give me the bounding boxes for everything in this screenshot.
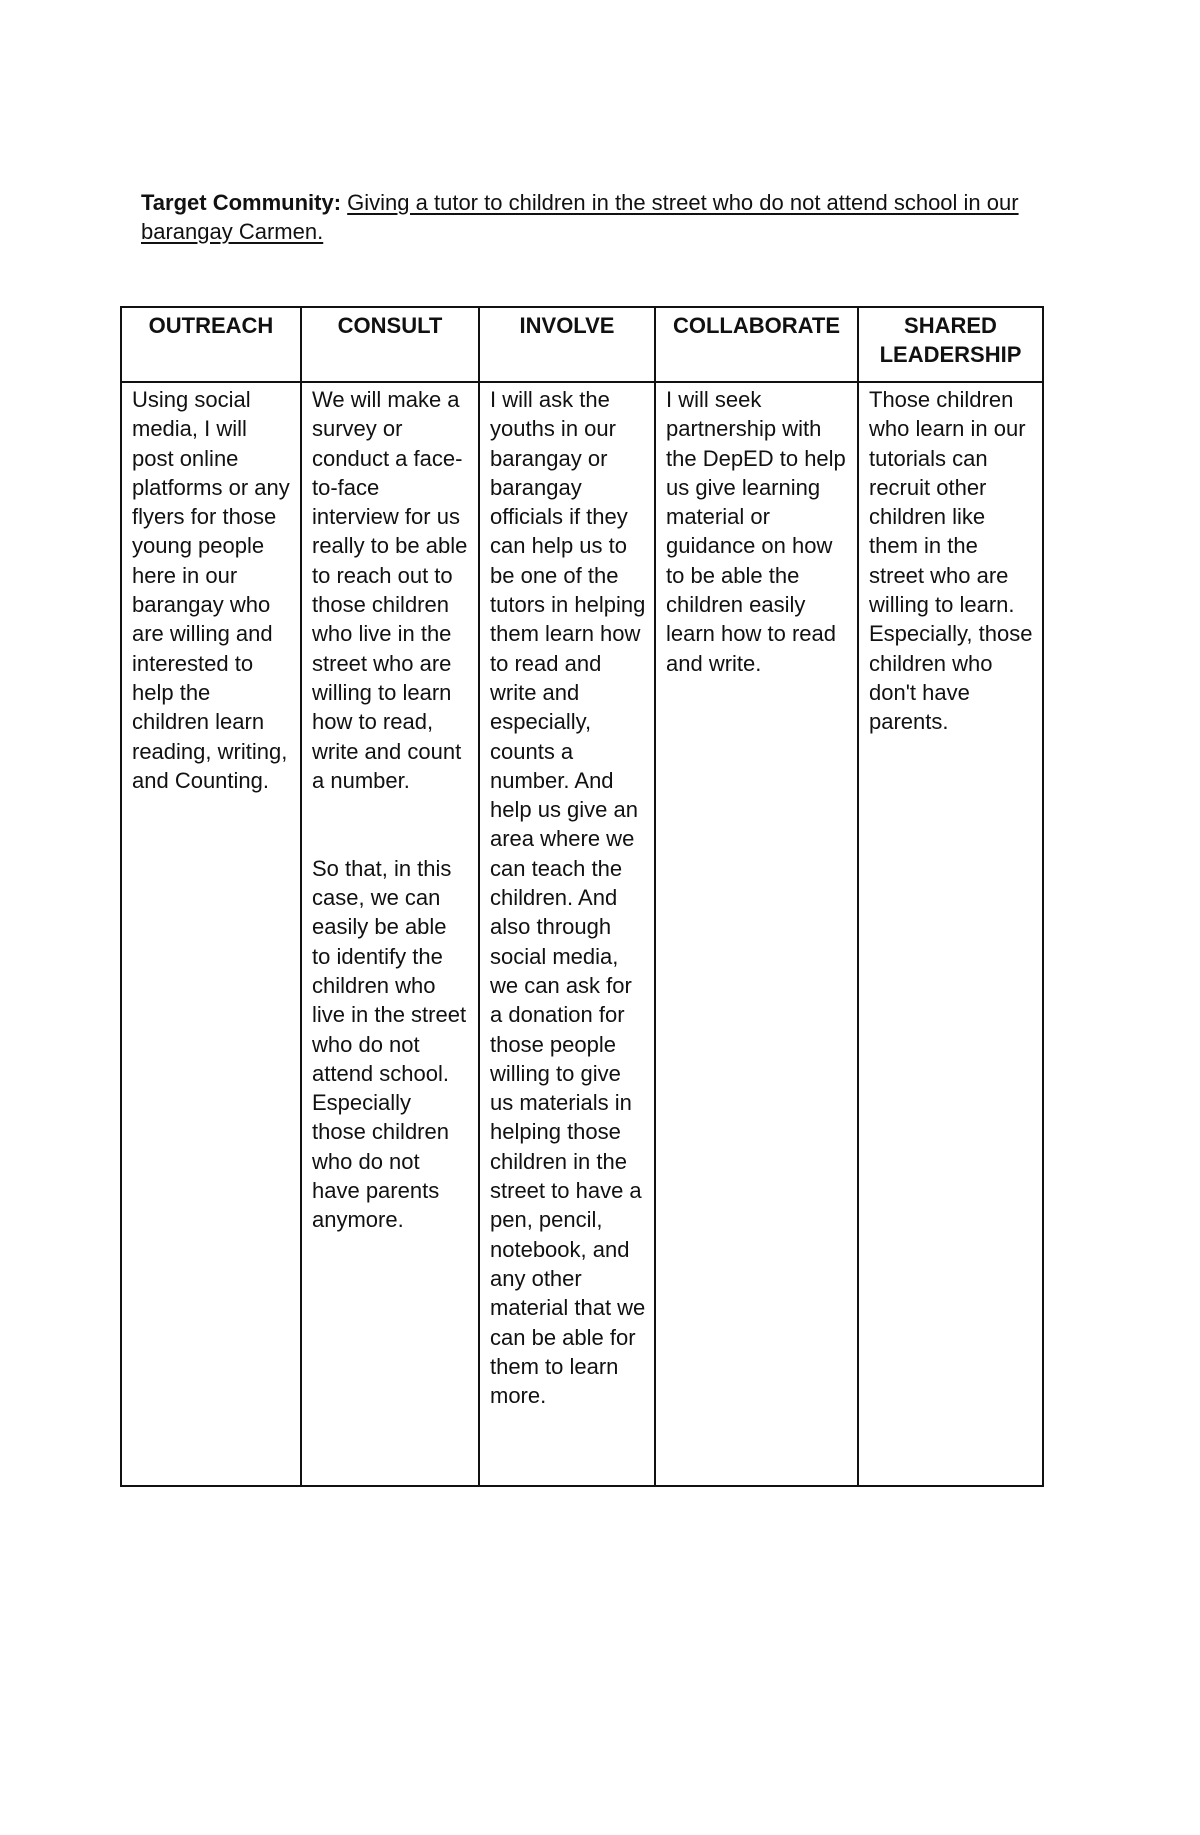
table-row (121, 382, 1043, 1486)
cell-shared-leadership (858, 382, 1043, 1486)
table-header-row (121, 307, 1043, 382)
cell-shared-leadership-text: Those children who learn in our tutorials can recruit other children like them in the street who are willing to learn. Especially, those children who don't have parents. (869, 387, 1033, 735)
target-community (141, 188, 1061, 246)
cell-collaborate (655, 382, 858, 1486)
cell-consult-text: We will make a survey or conduct a face-to-face interview for us really to be able to reach out to those children who live in the street who are willing to learn how to read, write and count a number. So that, in this case, we can easily be able to identify the children who live in the street who do not attend school. Especially those children who do not have parents anymore. (312, 387, 468, 1233)
cell-collaborate-text: I will seek partnership with the DepED to help us give learning material or guidance on how to be able the children easily learn how to read and write. (666, 387, 846, 676)
cell-involve (479, 382, 655, 1486)
engagement-table (120, 306, 1044, 1487)
header-consult: CONSULT (301, 307, 479, 382)
header-outreach: OUTREACH (121, 307, 301, 382)
header-collaborate: COLLABORATE (655, 307, 858, 382)
header-involve: INVOLVE (479, 307, 655, 382)
header-shared-leadership: SHARED LEADERSHIP (858, 307, 1043, 382)
cell-involve-text: I will ask the youths in our barangay or barangay officials if they can help us to be one of the tutors in helping them learn how to read and write and especially, counts a number. And help us give an area where we can teach the children. And also through social media, we can ask for a donation for those people willing to give us materials in helping those children in the street to have a pen, pencil, notebook, and any other material that we can be able for them to learn more. (490, 387, 646, 1409)
target-community-text: Giving a tutor to children in the street who do not attend school in our barangay Carmen. (141, 190, 1019, 244)
cell-outreach (121, 382, 301, 1486)
cell-consult (301, 382, 479, 1486)
cell-outreach-text: Using social media, I will post online platforms or any flyers for those young people here in our barangay who are willing and interested to help the children learn reading, writing, and Counting. (132, 387, 290, 793)
target-community-label: Target Community: (141, 190, 342, 215)
